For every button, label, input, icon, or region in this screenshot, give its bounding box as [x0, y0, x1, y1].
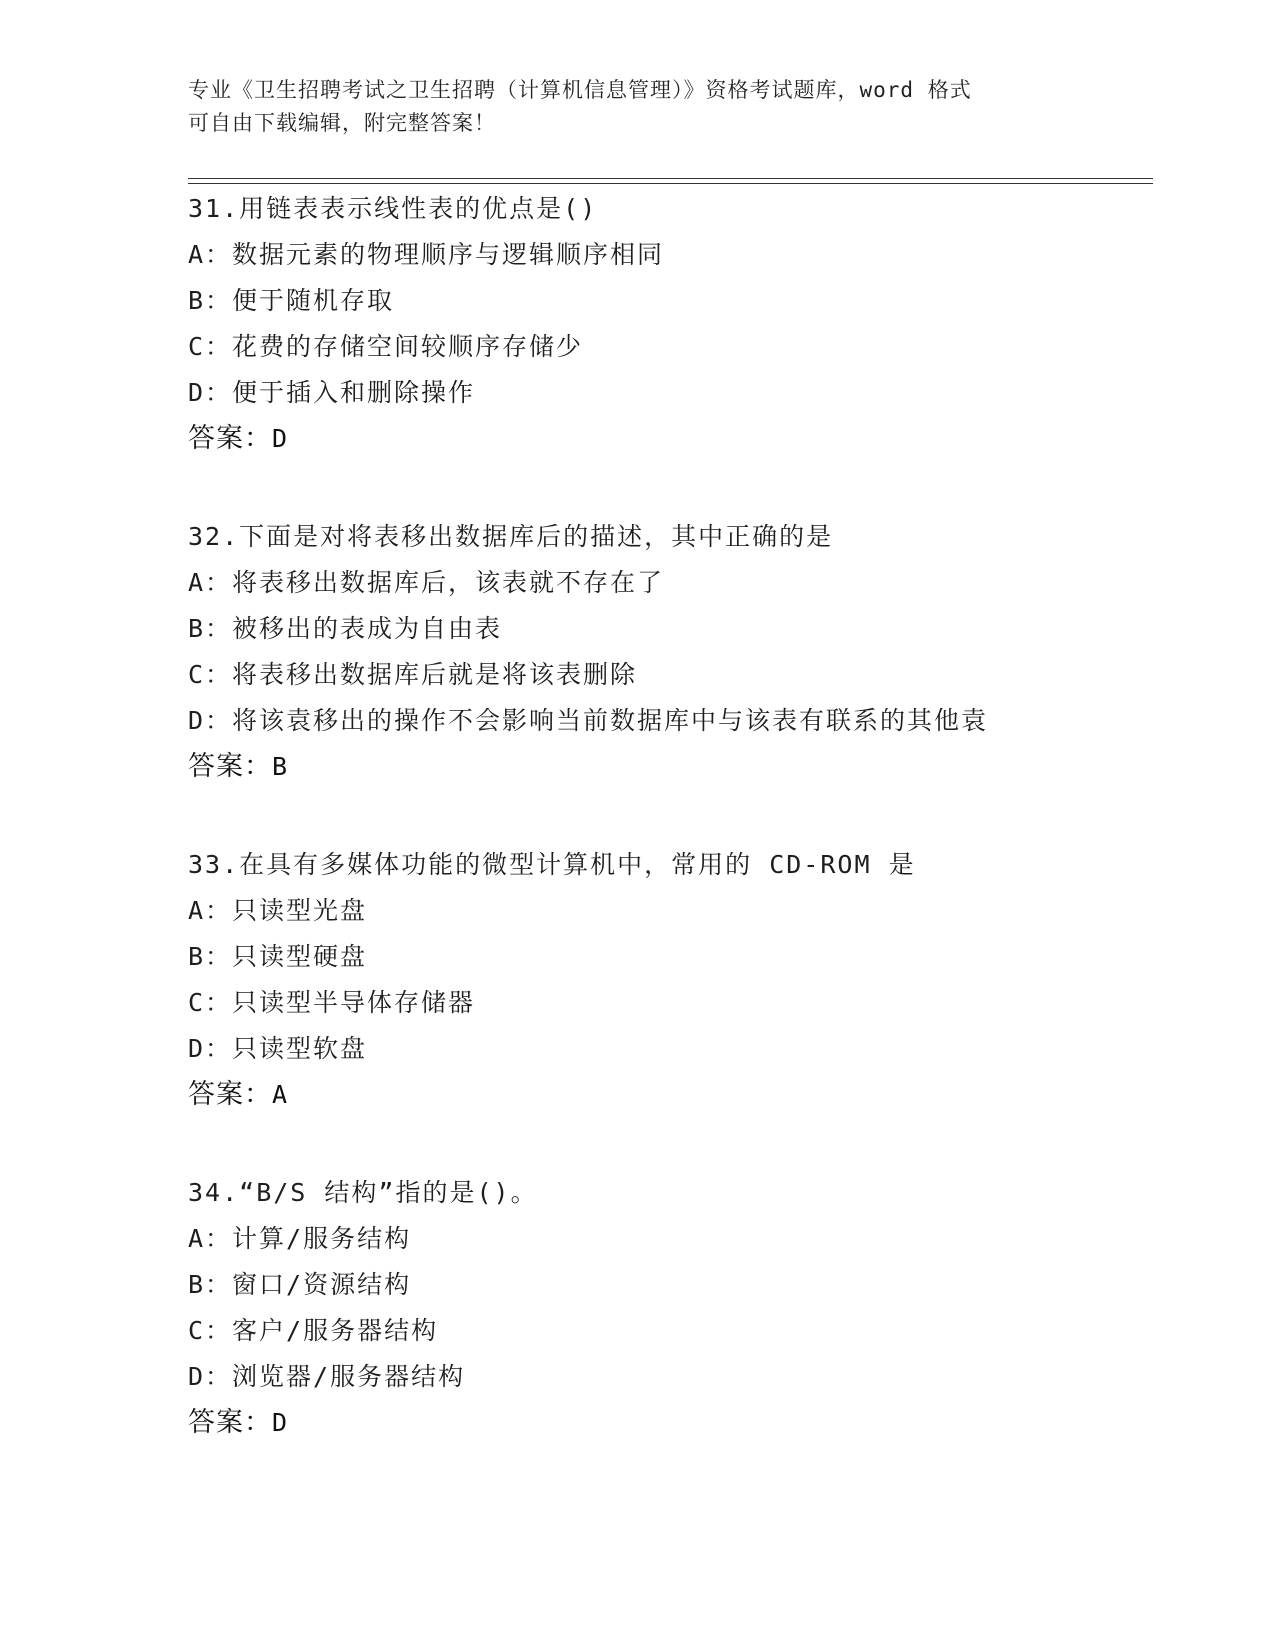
- option-b: B：窗口/资源结构: [188, 1270, 412, 1299]
- answer-value: B: [272, 752, 288, 781]
- question-34: [188, 1170, 1148, 1446]
- option-d: D：将该袁移出的操作不会影响当前数据库中与该表有联系的其他袁: [188, 706, 989, 735]
- question-32: [188, 514, 1148, 790]
- option-a: A：只读型光盘: [188, 896, 368, 925]
- option-b: B：只读型硬盘: [188, 942, 368, 971]
- answer-value: D: [272, 424, 288, 453]
- answer-label: 答案：: [188, 423, 272, 454]
- answer-line: [188, 1072, 1148, 1118]
- question-stem: 31.用链表表示线性表的优点是(): [188, 194, 598, 223]
- option-c: C：将表移出数据库后就是将该表删除: [188, 660, 638, 689]
- question-33: [188, 842, 1148, 1118]
- answer-label: 答案：: [188, 751, 272, 782]
- document-header: [188, 74, 1088, 140]
- header-line-2: 可自由下载编辑，附完整答案！: [188, 111, 496, 135]
- option-c: C：客户/服务器结构: [188, 1316, 439, 1345]
- option-a: A：计算/服务结构: [188, 1224, 412, 1253]
- answer-label: 答案：: [188, 1079, 272, 1110]
- header-divider-bottom: [188, 183, 1153, 184]
- question-stem: 32.下面是对将表移出数据库后的描述，其中正确的是: [188, 522, 834, 551]
- option-b: B：便于随机存取: [188, 286, 395, 315]
- option-b: B：被移出的表成为自由表: [188, 614, 503, 643]
- header-divider-top: [188, 178, 1153, 179]
- answer-value: D: [272, 1408, 288, 1437]
- answer-line: [188, 1400, 1148, 1446]
- option-c: C：花费的存储空间较顺序存储少: [188, 332, 584, 361]
- option-a: A：将表移出数据库后，该表就不存在了: [188, 568, 665, 597]
- option-d: D：只读型软盘: [188, 1034, 368, 1063]
- question-31: [188, 186, 1148, 462]
- answer-line: [188, 744, 1148, 790]
- option-a: A：数据元素的物理顺序与逻辑顺序相同: [188, 240, 665, 269]
- question-list: [188, 186, 1148, 1498]
- option-d: D：便于插入和删除操作: [188, 378, 476, 407]
- option-c: C：只读型半导体存储器: [188, 988, 476, 1017]
- answer-label: 答案：: [188, 1407, 272, 1438]
- question-stem: 34.“B/S 结构”指的是()。: [188, 1178, 538, 1207]
- header-line-1: 专业《卫生招聘考试之卫生招聘（计算机信息管理）》资格考试题库，word 格式: [188, 78, 972, 102]
- option-d: D：浏览器/服务器结构: [188, 1362, 466, 1391]
- answer-value: A: [272, 1080, 288, 1109]
- answer-line: [188, 416, 1148, 462]
- question-stem: 33.在具有多媒体功能的微型计算机中，常用的 CD-ROM 是: [188, 850, 916, 879]
